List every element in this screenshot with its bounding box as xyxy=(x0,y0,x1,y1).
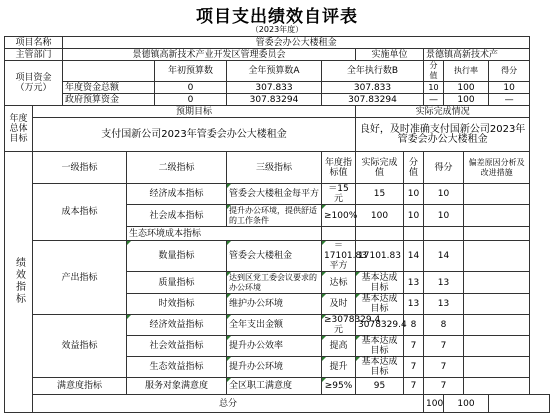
funds-header-row xyxy=(5,61,550,82)
actual-value: 3078329.4 xyxy=(356,315,404,336)
level2-label: 生态效益指标 xyxy=(127,357,227,378)
funds-label: 项目资金（万元） xyxy=(5,61,63,106)
funds-score-value: 10 xyxy=(424,82,444,94)
level2-label: 数量指标 xyxy=(127,241,227,272)
indicators-side-label xyxy=(5,152,33,413)
actual-value: 95 xyxy=(356,378,404,395)
actual-value: 100 xyxy=(356,205,404,227)
score: 7 xyxy=(424,357,464,378)
indicators-side-text: 绩效指标 xyxy=(13,256,25,305)
funds-exec: 307.833 xyxy=(322,82,424,94)
level2-label: 服务对象满意度 xyxy=(127,378,227,395)
funds-header-rate: 执行率 xyxy=(444,61,489,82)
level1-label: 效益指标 xyxy=(33,315,127,378)
funds-budget: 307.833 xyxy=(227,82,322,94)
level1-label: 成本指标 xyxy=(33,184,127,241)
total-row xyxy=(5,395,550,413)
level2-label: 社会效益指标 xyxy=(127,336,227,357)
score-value: 13 xyxy=(404,272,424,294)
funds-row-gov xyxy=(5,94,550,106)
level2-label: 社会成本指标 xyxy=(127,205,227,227)
score xyxy=(424,227,464,241)
ind-header-score: 得分 xyxy=(424,152,464,184)
score-value: 7 xyxy=(404,336,424,357)
ind-header-actual: 实际完成值 xyxy=(356,152,404,184)
funds-budget: 307.83294 xyxy=(227,94,322,106)
level3-label: 提升办公环境 xyxy=(227,357,322,378)
target-value: 及时 xyxy=(322,294,356,315)
target-value: 提升 xyxy=(322,357,356,378)
target-value: ≥100% xyxy=(322,205,356,227)
deviation xyxy=(464,184,530,205)
score: 14 xyxy=(424,241,464,272)
goals-expected-header: 预期目标 xyxy=(33,106,356,118)
level2-label: 质量指标 xyxy=(127,272,227,294)
unit-name: 景德镇高新技术产 xyxy=(424,49,530,61)
funds-initial: 0 xyxy=(155,82,227,94)
goals-label: 年度总体目标 xyxy=(5,106,33,152)
year-label: （2023年度） xyxy=(250,25,304,34)
actual-value: 基本达成目标 xyxy=(356,357,404,378)
score-value: 7 xyxy=(404,357,424,378)
funds-row-total xyxy=(5,82,550,94)
actual-value: 15 xyxy=(356,184,404,205)
score-value: 13 xyxy=(404,294,424,315)
indicator-row xyxy=(5,184,550,205)
level3-label: 全区职工满意度 xyxy=(227,378,322,395)
score: 13 xyxy=(424,294,464,315)
funds-header-budget: 全年预算数A xyxy=(227,61,322,82)
funds-row-name: 政府预算资金 xyxy=(63,94,155,106)
funds-header-score: 得分 xyxy=(489,61,530,82)
score: 10 xyxy=(424,184,464,205)
funds-row-name: 年度资金总额 xyxy=(63,82,155,94)
target-value: ≥3078329.4元 xyxy=(322,315,356,336)
total-label: 总分 xyxy=(33,395,424,413)
deviation xyxy=(464,241,530,272)
score-value: 14 xyxy=(404,241,424,272)
project-label: 项目名称 xyxy=(5,37,63,49)
score: 13 xyxy=(424,272,464,294)
ind-header-value: 分值 xyxy=(404,152,424,184)
level2-label: 经济效益指标 xyxy=(127,315,227,336)
deviation xyxy=(464,336,530,357)
funds-score: 10 xyxy=(489,82,530,94)
dept-label: 主管部门 xyxy=(5,49,63,61)
deviation xyxy=(464,227,530,241)
level3-label: 提升办公环境，提供舒适的工作条件 xyxy=(227,205,322,227)
level2-label: 时效指标 xyxy=(127,294,227,315)
funds-rate: 100 xyxy=(444,82,489,94)
funds-score: — xyxy=(489,94,530,106)
actual-value: 17101.83 xyxy=(356,241,404,272)
deviation xyxy=(464,294,530,315)
score: 7 xyxy=(424,378,464,395)
indicator-header-row xyxy=(5,152,550,184)
goals-header-row xyxy=(5,106,550,118)
level3-label: 管委会大楼租金每平方 xyxy=(227,184,322,205)
goals-expected: 支付国新公司2023年管委会办公大楼租金 xyxy=(33,118,356,152)
ind-header-target: 年度指标值 xyxy=(322,152,356,184)
indicator-row xyxy=(5,241,550,272)
goals-actual-header: 实际完成情况 xyxy=(356,106,530,118)
level3-label: 管委会大楼租金 xyxy=(227,241,322,272)
evaluation-table xyxy=(4,36,550,413)
funds-exec: 307.83294 xyxy=(322,94,424,106)
score-value: 8 xyxy=(404,315,424,336)
score-value: 10 xyxy=(404,205,424,227)
funds-score-value: — xyxy=(424,94,444,106)
indicator-row xyxy=(5,315,550,336)
deviation xyxy=(464,357,530,378)
level3-label: 达到区党工委会议要求的办公环境 xyxy=(227,272,322,294)
target-value xyxy=(322,227,356,241)
level3-label: 提升办公效率 xyxy=(227,336,322,357)
ind-header-level2: 二级指标 xyxy=(127,152,227,184)
deviation xyxy=(464,205,530,227)
total-value: 100 xyxy=(424,395,444,413)
indicator-row xyxy=(5,378,550,395)
score: 8 xyxy=(424,315,464,336)
level3-label: 全年支出金额 xyxy=(227,315,322,336)
deviation xyxy=(464,272,530,294)
actual-value xyxy=(356,227,404,241)
score: 7 xyxy=(424,336,464,357)
actual-value: 基本达成目标 xyxy=(356,336,404,357)
deviation xyxy=(464,378,530,395)
project-row xyxy=(5,37,550,49)
score-value: 7 xyxy=(404,378,424,395)
level2-label: 生态环境成本指标 xyxy=(127,227,322,241)
funds-rate: 100 xyxy=(444,94,489,106)
funds-header-score-value: 分值 xyxy=(424,61,444,82)
score-value xyxy=(404,227,424,241)
funds-initial: 0 xyxy=(155,94,227,106)
funds-header-exec: 全年执行数B xyxy=(322,61,424,82)
unit-label: 实施单位 xyxy=(356,49,424,61)
level1-label: 产出指标 xyxy=(33,241,127,315)
target-value: 达标 xyxy=(322,272,356,294)
level1-label: 满意度指标 xyxy=(33,378,127,395)
dept-name: 景德镇高新技术产业开发区管理委员会 xyxy=(63,49,356,61)
actual-value: 基本达成目标 xyxy=(356,294,404,315)
goals-actual: 良好，及时准确支付国新公司2023年管委会办公大楼租金 xyxy=(356,118,530,152)
funds-header-blank xyxy=(63,61,155,82)
actual-value: 基本达成目标 xyxy=(356,272,404,294)
target-value: ＝17101.83平方 xyxy=(322,241,356,272)
target-value: 提高 xyxy=(322,336,356,357)
score: 10 xyxy=(424,205,464,227)
level2-label: 经济成本指标 xyxy=(127,184,227,205)
funds-header-initial: 年初预算数 xyxy=(155,61,227,82)
dept-row xyxy=(5,49,550,61)
score-value: 10 xyxy=(404,184,424,205)
target-value: ≥95% xyxy=(322,378,356,395)
ind-header-level3: 三级指标 xyxy=(227,152,322,184)
total-score: 100 xyxy=(444,395,489,413)
goals-content-row xyxy=(5,118,550,152)
level3-label: 维护办公环境 xyxy=(227,294,322,315)
ind-header-level1: 一级指标 xyxy=(33,152,127,184)
project-name: 管委会办公大楼租金 xyxy=(63,37,530,49)
page-title: 项目支出绩效自评表 xyxy=(196,7,358,27)
target-value: ＝15元 xyxy=(322,184,356,205)
deviation xyxy=(464,315,530,336)
ind-header-deviation: 偏差原因分析及改进措施 xyxy=(464,152,530,184)
total-deviation xyxy=(489,395,550,413)
